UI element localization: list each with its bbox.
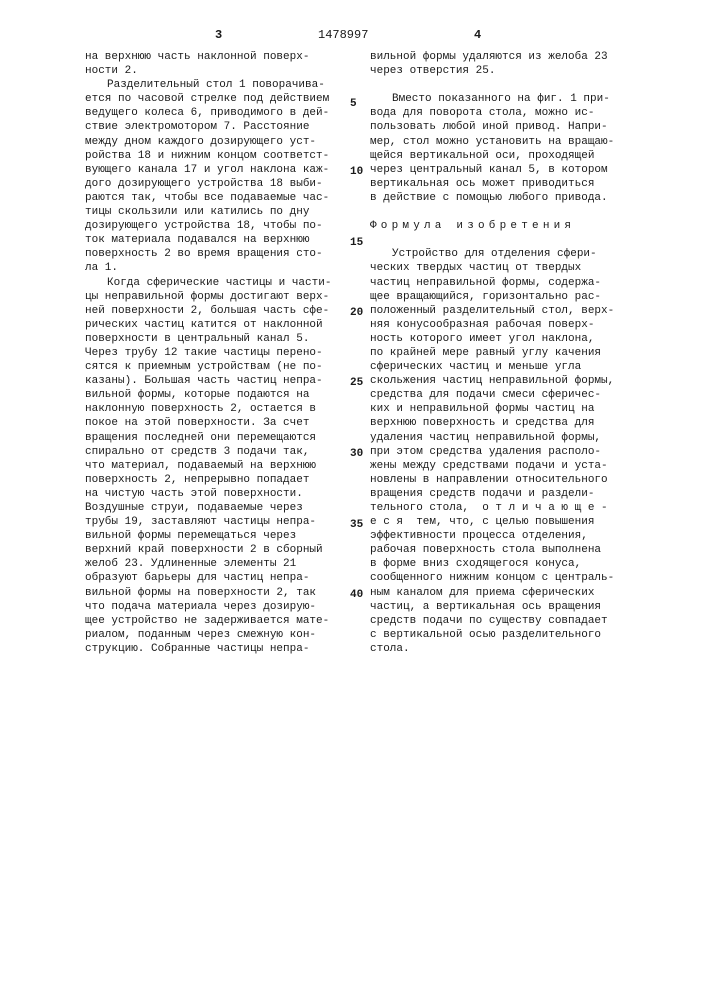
text-line: щее устройство не задерживается мате- bbox=[85, 614, 331, 628]
text-line: щее вращающийся, горизонтально рас- bbox=[370, 290, 614, 304]
text-line: частиц, а вертикальная ось вращения bbox=[370, 600, 614, 614]
text-line: сферических частиц и меньше угла bbox=[370, 360, 614, 374]
text-line: средства для подачи смеси сферичес- bbox=[370, 388, 614, 402]
line-number: 35 bbox=[350, 519, 363, 531]
text-line: спирально от средств 3 подачи так, bbox=[85, 445, 331, 459]
text-line: Когда сферические частицы и части- bbox=[85, 276, 331, 290]
text-line: через отверстия 25. bbox=[370, 64, 614, 78]
text-line: верхнюю поверхность и средства для bbox=[370, 416, 614, 430]
right-text-column bbox=[370, 50, 614, 656]
text-line: ведущего колеса 6, приводимого в дей- bbox=[85, 106, 331, 120]
text-line: ней поверхности 2, большая часть сфе- bbox=[85, 304, 331, 318]
text-line: щейся вертикальной оси, проходящей bbox=[370, 149, 614, 163]
text-line: на верхнюю часть наклонной поверх- bbox=[85, 50, 331, 64]
text-line: при этом средства удаления располо- bbox=[370, 445, 614, 459]
text-line: жены между средствами подачи и уста- bbox=[370, 459, 614, 473]
text-line: вращения средств подачи и раздели- bbox=[370, 487, 614, 501]
text-line: ным каналом для приема сферических bbox=[370, 586, 614, 600]
text-line: ла 1. bbox=[85, 261, 331, 275]
line-number: 15 bbox=[350, 237, 363, 249]
text-line: казаны). Большая часть частиц непра- bbox=[85, 374, 331, 388]
text-line: Разделительный стол 1 поворачива- bbox=[85, 78, 331, 92]
text-line: рических частиц катится от наклонной bbox=[85, 318, 331, 332]
text-line: дозирующего устройства 18, чтобы по- bbox=[85, 219, 331, 233]
text-line: вующего канала 17 и угол наклона каж- bbox=[85, 163, 331, 177]
patent-number: 1478997 bbox=[318, 28, 368, 42]
left-text-column bbox=[85, 50, 331, 656]
text-line: образуют барьеры для частиц непра- bbox=[85, 571, 331, 585]
text-line: покое на этой поверхности. За счет bbox=[85, 416, 331, 430]
text-line: мер, стол можно установить на вращаю- bbox=[370, 135, 614, 149]
text-line bbox=[370, 205, 614, 219]
text-line: тельного стола, о т л и ч а ю щ е - bbox=[370, 501, 614, 515]
text-line: желоб 23. Удлиненные элементы 21 bbox=[85, 557, 331, 571]
section-heading: Формула изобретения bbox=[370, 219, 614, 233]
text-line: средств подачи по существу совпадает bbox=[370, 614, 614, 628]
text-line: верхний край поверхности 2 в сборный bbox=[85, 543, 331, 557]
text-line: ствие электромотором 7. Расстояние bbox=[85, 120, 331, 134]
text-line: рабочая поверхность стола выполнена bbox=[370, 543, 614, 557]
text-line: новлены в направлении относительного bbox=[370, 473, 614, 487]
text-line: няя конусообразная рабочая поверх- bbox=[370, 318, 614, 332]
text-line: между дном каждого дозирующего уст- bbox=[85, 135, 331, 149]
text-line: вода для поворота стола, можно ис- bbox=[370, 106, 614, 120]
text-line: ток материала подавался на верхнюю bbox=[85, 233, 331, 247]
text-line bbox=[370, 78, 614, 92]
text-line: пользовать любой иной привод. Напри- bbox=[370, 120, 614, 134]
text-line: ность которого имеет угол наклона, bbox=[370, 332, 614, 346]
text-line: сятся к приемным устройствам (не по- bbox=[85, 360, 331, 374]
text-line: по крайней мере равный углу качения bbox=[370, 346, 614, 360]
line-number: 20 bbox=[350, 307, 363, 319]
text-line: с вертикальной осью разделительного bbox=[370, 628, 614, 642]
page-number-right: 4 bbox=[474, 28, 481, 42]
text-line: вращения последней они перемещаются bbox=[85, 431, 331, 445]
page-number-left: 3 bbox=[215, 28, 222, 42]
text-line: Воздушные струи, подаваемые через bbox=[85, 501, 331, 515]
text-line: удаления частиц неправильной формы, bbox=[370, 431, 614, 445]
text-line: тицы скользили или катились по дну bbox=[85, 205, 331, 219]
text-line: дого дозирующего устройства 18 выби- bbox=[85, 177, 331, 191]
text-line: Через трубу 12 такие частицы перено- bbox=[85, 346, 331, 360]
text-line: эффективности процесса отделения, bbox=[370, 529, 614, 543]
text-line: Вместо показанного на фиг. 1 при- bbox=[370, 92, 614, 106]
text-line: струкцию. Собранные частицы непра- bbox=[85, 642, 331, 656]
text-line: цы неправильной формы достигают верх- bbox=[85, 290, 331, 304]
text-line: стола. bbox=[370, 642, 614, 656]
text-line bbox=[370, 233, 614, 247]
text-line: что материал, подаваемый на верхнюю bbox=[85, 459, 331, 473]
text-line: ется по часовой стрелке под действием bbox=[85, 92, 331, 106]
text-line: в действие с помощью любого привода. bbox=[370, 191, 614, 205]
text-line: на чистую часть этой поверхности. bbox=[85, 487, 331, 501]
text-line: наклонную поверхность 2, остается в bbox=[85, 402, 331, 416]
line-number: 5 bbox=[350, 98, 357, 110]
line-number: 10 bbox=[350, 166, 363, 178]
line-number: 25 bbox=[350, 377, 363, 389]
text-line: положенный разделительный стол, верх- bbox=[370, 304, 614, 318]
text-line: в форме вниз сходящегося конуса, bbox=[370, 557, 614, 571]
text-line: риалом, поданным через смежную кон- bbox=[85, 628, 331, 642]
text-line: раются так, чтобы все подаваемые час- bbox=[85, 191, 331, 205]
text-line: ности 2. bbox=[85, 64, 331, 78]
text-line: поверхности в центральный канал 5. bbox=[85, 332, 331, 346]
line-number: 40 bbox=[350, 589, 363, 601]
text-line: ройства 18 и нижним концом соответст- bbox=[85, 149, 331, 163]
text-line: ческих твердых частиц от твердых bbox=[370, 261, 614, 275]
text-line: через центральный канал 5, в котором bbox=[370, 163, 614, 177]
text-line: Устройство для отделения сфери- bbox=[370, 247, 614, 261]
text-line: частиц неправильной формы, содержа- bbox=[370, 276, 614, 290]
text-line: вильной формы перемещаться через bbox=[85, 529, 331, 543]
text-line: трубы 19, заставляют частицы непра- bbox=[85, 515, 331, 529]
text-line: поверхность 2, непрерывно попадает bbox=[85, 473, 331, 487]
text-line: ких и неправильной формы частиц на bbox=[370, 402, 614, 416]
text-line: вертикальная ось может приводиться bbox=[370, 177, 614, 191]
text-line: сообщенного нижним концом с централь- bbox=[370, 571, 614, 585]
line-number: 30 bbox=[350, 448, 363, 460]
text-line: что подача материала через дозирую- bbox=[85, 600, 331, 614]
text-line: вильной формы на поверхности 2, так bbox=[85, 586, 331, 600]
text-line: вильной формы удаляются из желоба 23 bbox=[370, 50, 614, 64]
text-line: поверхность 2 во время вращения сто- bbox=[85, 247, 331, 261]
text-line: е с я тем, что, с целью повышения bbox=[370, 515, 614, 529]
text-line: скольжения частиц неправильной формы, bbox=[370, 374, 614, 388]
text-line: вильной формы, которые подаются на bbox=[85, 388, 331, 402]
